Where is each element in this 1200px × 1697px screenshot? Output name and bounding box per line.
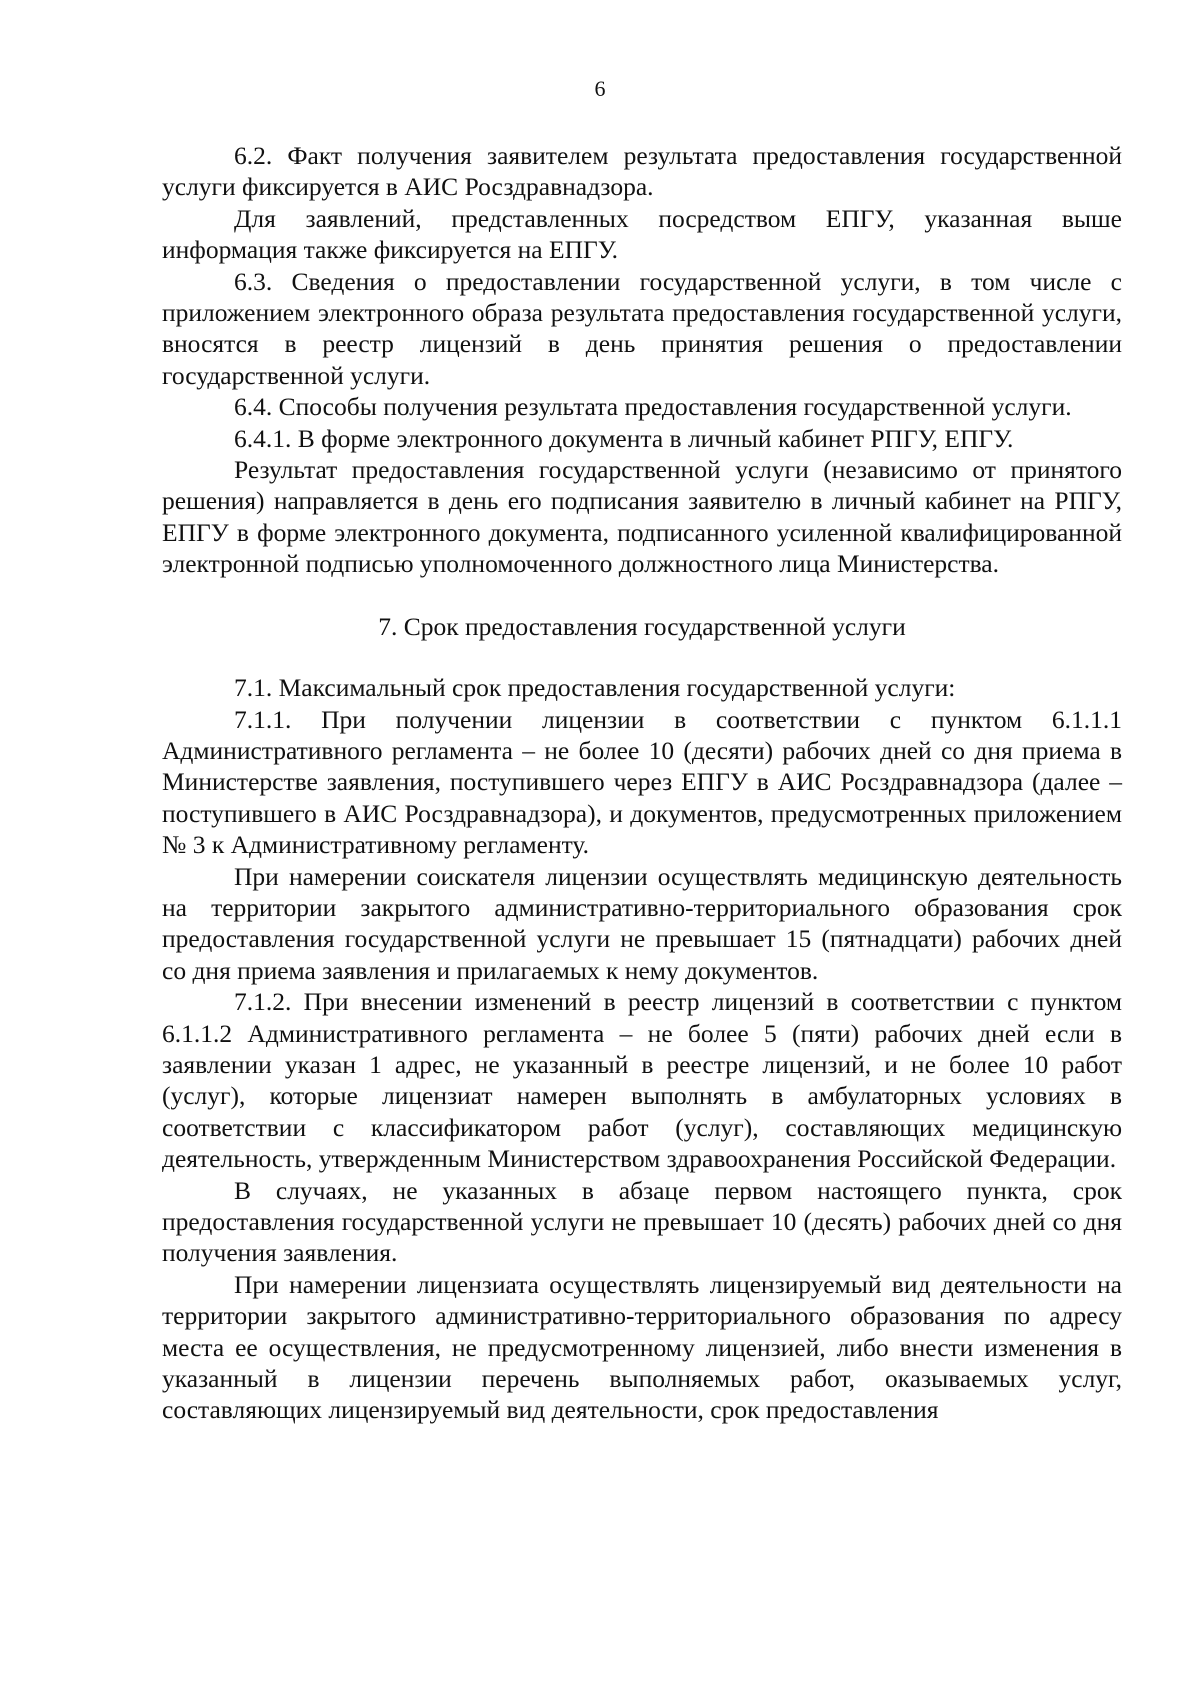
paragraph-7-1-1: 7.1.1. При получении лицензии в соответствии с пунктом 6.1.1.1 Административного регламента – не более 10 (десяти) рабочих дней со дня приема в Министерстве заявления, поступившего через ЕПГУ в АИС Росздравнадзора (далее – поступившего в АИС Росздравнадзора), и документов, предусмотренных приложением № 3 к Административному регламенту. bbox=[162, 704, 1122, 860]
paragraph-6-2: 6.2. Факт получения заявителем результата предоставления государственной услуги фиксируется в АИС Росздравнадзора. bbox=[162, 141, 1122, 202]
paragraph-7-1-2: 7.1.2. При внесении изменений в реестр лицензий в соответствии с пунктом 6.1.1.2 Административного регламента – не более 5 (пяти) рабочих дней если в заявлении указан 1 адрес, не указанный в реестре лицензий, и не более 10 работ (услуг), которые лицензиат намерен выполнять в амбулаторных условиях в соответствии с классификатором работ (услуг), составляющих медицинскую деятельность, утвержденным Министерством здравоохранения Российской Федерации. bbox=[162, 987, 1122, 1174]
paragraph-zato-licensee: При намерении лицензиата осуществлять лицензируемый вид деятельности на территории закрытого административно-территориального образования по адресу места ее осуществления, не предусмотренному лицензией, либо внести изменения в указанный в лицензии перечень выполняемых работ, оказываемых услуг, составляющих лицензируемый вид деятельности, срок предоставления bbox=[162, 1269, 1122, 1425]
paragraph-6-3: 6.3. Сведения о предоставлении государственной услуги, в том числе с приложением электронного образа результата предоставления государственной услуги, вносятся в реестр лицензий в день принятия решения о предоставлении государственной услуги. bbox=[162, 266, 1122, 390]
document-body bbox=[162, 140, 1122, 1426]
paragraph-6-4-1: 6.4.1. В форме электронного документа в личный кабинет РПГУ, ЕПГУ. bbox=[234, 423, 1014, 453]
paragraph-result-delivery: Результат предоставления государственной услуги (независимо от принятого решения) направляется в день его подписания заявителю в личный кабинет на РПГУ, ЕПГУ в форме электронного документа, подписанного усиленной квалифицированной электронной подписью уполномоченного должностного лица Министерства. bbox=[162, 455, 1122, 579]
paragraph-7-1: 7.1. Максимальный срок предоставления государственной услуги: bbox=[234, 673, 956, 703]
section-heading: 7. Срок предоставления государственной услуги bbox=[378, 611, 906, 641]
paragraph-other-cases: В случаях, не указанных в абзаце первом настоящего пункта, срок предоставления государственной услуги не превышает 10 (десять) рабочих дней со дня получения заявления. bbox=[162, 1175, 1122, 1268]
page-number: 6 bbox=[594, 76, 606, 101]
paragraph-epgu-info: Для заявлений, представленных посредством ЕПГУ, указанная выше информация также фиксируется на ЕПГУ. bbox=[162, 203, 1122, 265]
paragraph-zato-license: При намерении соискателя лицензии осуществлять медицинскую деятельность на территории закрытого административно-территориального образования срок предоставления государственной услуги не превышает 15 (пятнадцати) рабочих дней со дня приема заявления и прилагаемых к нему документов. bbox=[162, 861, 1122, 985]
paragraph-6-4: 6.4. Способы получения результата предоставления государственной услуги. bbox=[234, 392, 1072, 422]
